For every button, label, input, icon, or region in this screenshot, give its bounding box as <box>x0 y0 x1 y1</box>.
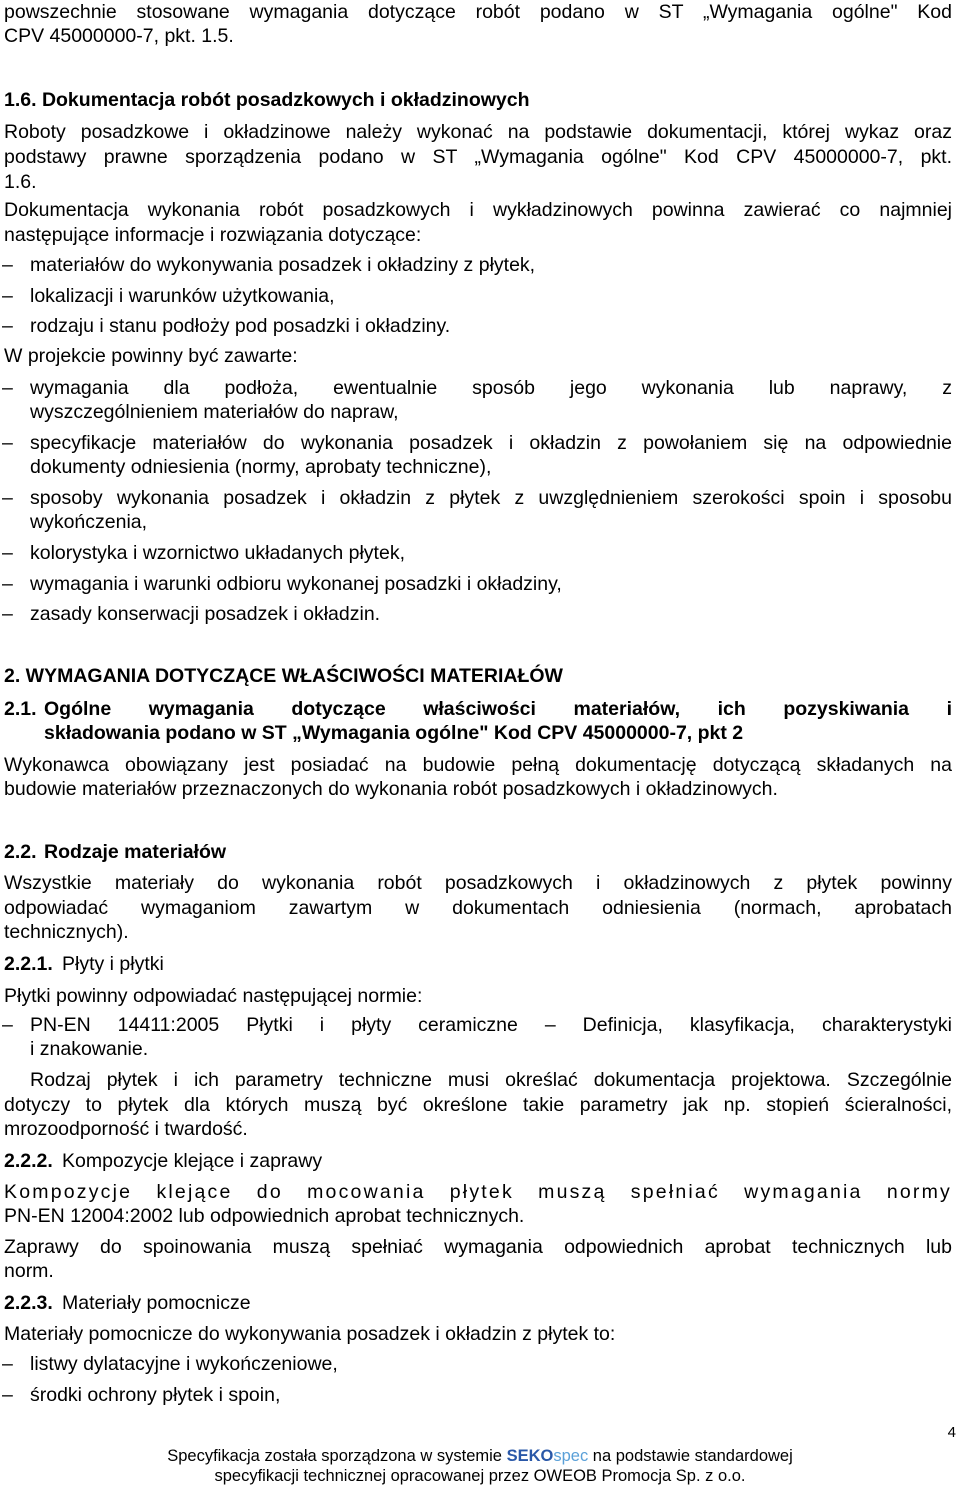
list-item: specyfikacje materiałów do wykonania posadzek i okładzin z powołaniem się na odpowiednie <box>30 432 952 454</box>
list-dash: – <box>2 1014 13 1036</box>
list-item: listwy dylatacyjne i wykończeniowe, <box>30 1353 338 1375</box>
paragraph-line: Płytki powinny odpowiadać następującej normie: <box>4 985 423 1007</box>
list-item: kolorystyka i wzornictwo układanych płytek, <box>30 542 405 564</box>
footer-line <box>0 1446 960 1466</box>
list-dash: – <box>2 1353 13 1375</box>
paragraph-line: podstawy prawne sporządzenia podano w ST „Wymagania ogólne" Kod CPV 45000000-7, pkt. <box>4 146 952 168</box>
list-dash: – <box>2 285 13 307</box>
subsection-title: Materiały pomocnicze <box>62 1292 251 1314</box>
list-dash: – <box>2 603 13 625</box>
subsection-num-text: 2.1. <box>4 698 37 720</box>
paragraph-line: Zaprawy do spoinowania muszą spełniać wymagania odpowiednich aprobat technicznych lub <box>4 1236 952 1258</box>
list-dash: – <box>2 1384 13 1406</box>
list-dash: – <box>2 315 13 337</box>
subsection-title: Płyty i płytki <box>62 953 164 975</box>
paragraph-line: PN-EN 12004:2002 lub odpowiednich aprobat technicznych. <box>4 1205 525 1227</box>
list-item: środki ochrony płytek i spoin, <box>30 1384 281 1406</box>
list-item: wymagania dla podłoża, ewentualnie sposób jego wykonania lub naprawy, z <box>30 377 952 399</box>
list-item-cont: wyszczególnieniem materiałów do napraw, <box>30 401 399 423</box>
footer-line: specyfikacji technicznej opracowanej przez OWEOB Promocja Sp. z o.o. <box>214 1467 746 1485</box>
list-item: rodzaju i stanu podłoży pod posadzki i okładziny. <box>30 315 451 337</box>
subsection-number: 2.2.2. <box>4 1150 53 1172</box>
page-number: 4 <box>947 1424 956 1441</box>
list-dash: – <box>2 542 13 564</box>
list-item: materiałów do wykonywania posadzek i okładziny z płytek, <box>30 254 536 276</box>
paragraph-line: Wykonawca obowiązany jest posiadać na budowie pełną dokumentację dotyczącą składanych na <box>4 754 952 776</box>
paragraph-line: Dokumentacja wykonania robót posadzkowych i wykładzinowych powinna zawierać co najmniej <box>4 199 952 221</box>
subsection-number <box>4 697 44 721</box>
section-heading: 1.6. Dokumentacja robót posadzkowych i okładzinowych <box>4 89 530 111</box>
footer-text: na podstawie standardowej <box>592 1447 793 1465</box>
paragraph-line: 1.6. <box>4 171 37 193</box>
paragraph-line: odpowiadać wymaganiom zawartym w dokumentach odniesienia (normach, aprobatach <box>4 897 952 919</box>
paragraph-line: Materiały pomocnicze do wykonywania posadzek i okładzin z płytek to: <box>4 1323 616 1345</box>
subsection-title: Ogólne wymagania dotyczące właściwości materiałów, ich pozyskiwania i <box>44 698 952 720</box>
logo-part-spec: spec <box>553 1447 589 1465</box>
paragraph-line: następujące informacje i rozwiązania dotyczące: <box>4 224 422 246</box>
list-dash: – <box>2 377 13 399</box>
subsection-title: składowania podano w ST „Wymagania ogólne" Kod CPV 45000000-7, pkt 2 <box>44 722 744 744</box>
subsection-number: 2.2. <box>4 841 37 863</box>
section-heading: 2. WYMAGANIA DOTYCZĄCE WŁAŚCIWOŚCI MATERIAŁÓW <box>4 665 563 687</box>
subsection-number: 2.2.3. <box>4 1292 53 1314</box>
list-dash: – <box>2 254 13 276</box>
paragraph-line: mrozoodporność i twardość. <box>4 1118 248 1140</box>
paragraph-line: norm. <box>4 1260 54 1282</box>
intro-line: CPV 45000000-7, pkt. 1.5. <box>4 25 234 47</box>
list-item: sposoby wykonania posadzek i okładzin z płytek z uwzględnieniem szerokości spoin i sposobu <box>30 487 952 509</box>
list-item-cont: dokumenty odniesienia (normy, aprobaty techniczne), <box>30 456 492 478</box>
paragraph-line: Roboty posadzkowe i okładzinowe należy wykonać na podstawie dokumentacji, której wykaz oraz <box>4 121 952 143</box>
subsection-title: Kompozycje klejące i zaprawy <box>62 1150 323 1172</box>
sekospec-logo <box>507 1447 589 1465</box>
subsection-title: Rodzaje materiałów <box>44 841 227 863</box>
list-item: wymagania i warunki odbioru wykonanej posadzki i okładziny, <box>30 573 562 595</box>
list-item: lokalizacji i warunków użytkowania, <box>30 285 335 307</box>
paragraph-line: budowie materiałów przeznaczonych do wykonania robót posadzkowych i okładzinowych. <box>4 778 778 800</box>
subsection-number: 2.2.1. <box>4 953 53 975</box>
paragraph-line: Rodzaj płytek i ich parametry techniczne musi określać dokumentacja projektowa. Szczególnie <box>30 1069 952 1091</box>
list-item-cont: i znakowanie. <box>30 1038 149 1060</box>
paragraph-line: W projekcie powinny być zawarte: <box>4 345 298 367</box>
paragraph-line: Wszystkie materiały do wykonania robót posadzkowych i okładzinowych z płytek powinny <box>4 872 952 894</box>
list-item-cont: wykończenia, <box>30 511 148 533</box>
list-dash: – <box>2 432 13 454</box>
paragraph-line: Kompozycje klejące do mocowania płytek muszą spełniać wymagania normy <box>4 1181 952 1203</box>
intro-line: powszechnie stosowane wymagania dotyczące robót podano w ST „Wymagania ogólne" Kod <box>4 1 952 23</box>
list-item: zasady konserwacji posadzek i okładzin. <box>30 603 381 625</box>
list-dash: – <box>2 573 13 595</box>
paragraph-line: dotyczy to płytek dla których muszą być określone takie parametry jak np. stopień ścieralności, <box>4 1094 952 1116</box>
list-dash: – <box>2 487 13 509</box>
list-item: PN-EN 14411:2005 Płytki i płyty ceramiczne – Definicja, klasyfikacja, charakterystyki <box>30 1014 952 1036</box>
footer-text: Specyfikacja została sporządzona w systemie <box>167 1447 502 1465</box>
logo-part-seko: SEKO <box>506 1447 554 1465</box>
paragraph-line: technicznych). <box>4 921 129 943</box>
